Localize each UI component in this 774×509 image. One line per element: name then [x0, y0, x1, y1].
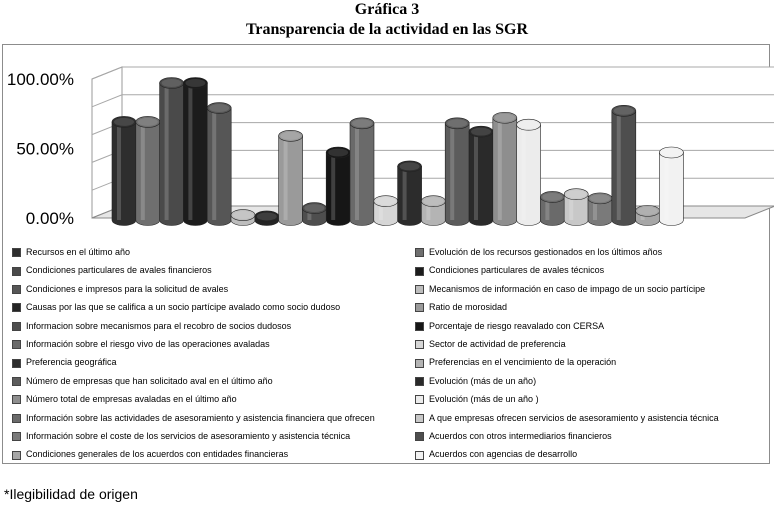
legend-swatch [415, 340, 424, 349]
figure-note: *Ilegibilidad de origen [4, 486, 138, 502]
bar [636, 205, 660, 225]
legend-item [12, 337, 270, 351]
legend-swatch [415, 432, 424, 441]
bar [445, 118, 469, 226]
legend-label: Ratio de morosidad [429, 302, 508, 313]
bar [517, 119, 541, 225]
bar [588, 193, 612, 226]
legend-swatch [415, 322, 424, 331]
figure-title-number: Gráfica 3 [354, 1, 420, 18]
legend-swatch [415, 451, 424, 460]
legend-swatch [12, 248, 21, 257]
legend-swatch [415, 359, 424, 368]
bar [136, 116, 160, 225]
y-tick-label: 0.00% [25, 209, 74, 228]
legend-label: Condiciones e impresos para la solicitud de avales [26, 283, 229, 294]
legend-swatch [12, 395, 21, 404]
legend-swatch [12, 267, 21, 276]
bar [469, 126, 493, 225]
legend-swatch [415, 395, 424, 404]
legend-label: Mecanismos de información en caso de impago de un socio partícipe [429, 283, 706, 294]
legend-label: Evolución de los recursos gestionados en los últimos años [429, 247, 663, 257]
legend-label: Información sobre el riesgo vivo de las operaciones avaladas [26, 339, 270, 349]
bar [326, 147, 350, 226]
legend-label: Condiciones generales de los acuerdos con entidades financieras [26, 449, 289, 460]
bar [183, 78, 207, 226]
bar [612, 105, 636, 225]
legend-item [415, 429, 612, 443]
bar [160, 78, 184, 226]
bar [493, 112, 517, 225]
bar [350, 118, 374, 226]
legend-item [415, 337, 566, 351]
legend-item [415, 355, 616, 369]
legend-swatch [12, 377, 21, 386]
bar [374, 196, 398, 226]
legend-item [12, 300, 340, 314]
legend-item [12, 447, 288, 461]
y-axis-labels [7, 70, 74, 228]
legend-label: Número total de empresas avaladas en el último año [26, 394, 237, 405]
legend-label: Porcentaje de riesgo reavalado con CERSA [429, 320, 605, 331]
legend-label: Preferencias en el vencimiento de la operación [429, 357, 617, 368]
legend-item [12, 392, 237, 406]
legend-swatch [415, 377, 424, 386]
legend-item [12, 282, 228, 296]
legend-item [12, 245, 130, 259]
legend-item [415, 263, 604, 277]
legend-label: Sector de actividad de preferencia [429, 339, 566, 349]
legend-item [415, 411, 719, 425]
legend-label: Información sobre las actividades de asesoramiento y asistencia financiera que ofrecen [26, 412, 375, 423]
legend-swatch [12, 432, 21, 441]
legend-label: Evolución (más de un año ) [429, 394, 539, 405]
legend-item [12, 263, 212, 277]
legend-label: Información sobre el coste de los servicios de asesoramiento y asistencia técnica [26, 431, 351, 441]
legend-swatch [415, 303, 424, 312]
legend-label: Informacion sobre mecanismos para el recobro de socios dudosos [26, 320, 292, 331]
legend-swatch [415, 414, 424, 423]
bar-chart [0, 44, 774, 244]
bar [659, 147, 683, 226]
bar [540, 191, 564, 225]
legend-label: Preferencia geográfica [26, 357, 117, 368]
legend-swatch [415, 285, 424, 294]
legend-label: Causas por las que se califica a un socio partícipe avalado como socio dudoso [26, 302, 341, 313]
bar [279, 130, 303, 225]
legend-item [415, 245, 662, 259]
legend-item [12, 429, 350, 443]
bar [302, 203, 326, 226]
legend-label: Acuerdos con agencias de desarrollo [429, 449, 578, 460]
legend-item [12, 411, 375, 425]
bar [112, 116, 136, 225]
legend-swatch [415, 248, 424, 257]
legend-label: Acuerdos con otros intermediarios financieros [429, 431, 612, 441]
legend-item [415, 300, 507, 314]
legend-label: Condiciones particulares de avales técnicos [429, 265, 605, 276]
legend-swatch [12, 303, 21, 312]
legend-swatch [12, 285, 21, 294]
bar [398, 161, 422, 226]
bar [231, 210, 255, 226]
legend-swatch [12, 451, 21, 460]
figure-title: Transparencia de la actividad en las SGR [245, 21, 529, 38]
legend-item [415, 447, 577, 461]
legend-item [415, 374, 536, 388]
y-tick-label: 50.00% [16, 139, 74, 159]
legend-swatch [12, 414, 21, 423]
legend-item [12, 319, 291, 333]
legend-label: Recursos en el último año [26, 247, 131, 257]
legend-item [415, 282, 705, 296]
bar [421, 196, 445, 226]
bar [255, 211, 279, 226]
legend-item [415, 392, 539, 406]
legend-label: Condiciones particulares de avales financieros [26, 265, 212, 276]
legend-swatch [415, 267, 424, 276]
legend-item [12, 374, 273, 388]
legend-swatch [12, 340, 21, 349]
legend-swatch [12, 322, 21, 331]
legend-label: Evolución (más de un año) [429, 375, 537, 386]
legend-swatch [12, 359, 21, 368]
legend-item [415, 319, 604, 333]
bar [564, 189, 588, 226]
legend-item [12, 355, 117, 369]
legend-label: Número de empresas que han solicitado aval en el último año [26, 375, 273, 386]
y-tick-label: 100.00% [6, 70, 74, 89]
bar [207, 103, 231, 226]
legend-label: A que empresas ofrecen servicios de asesoramiento y asistencia técnica [429, 412, 719, 423]
